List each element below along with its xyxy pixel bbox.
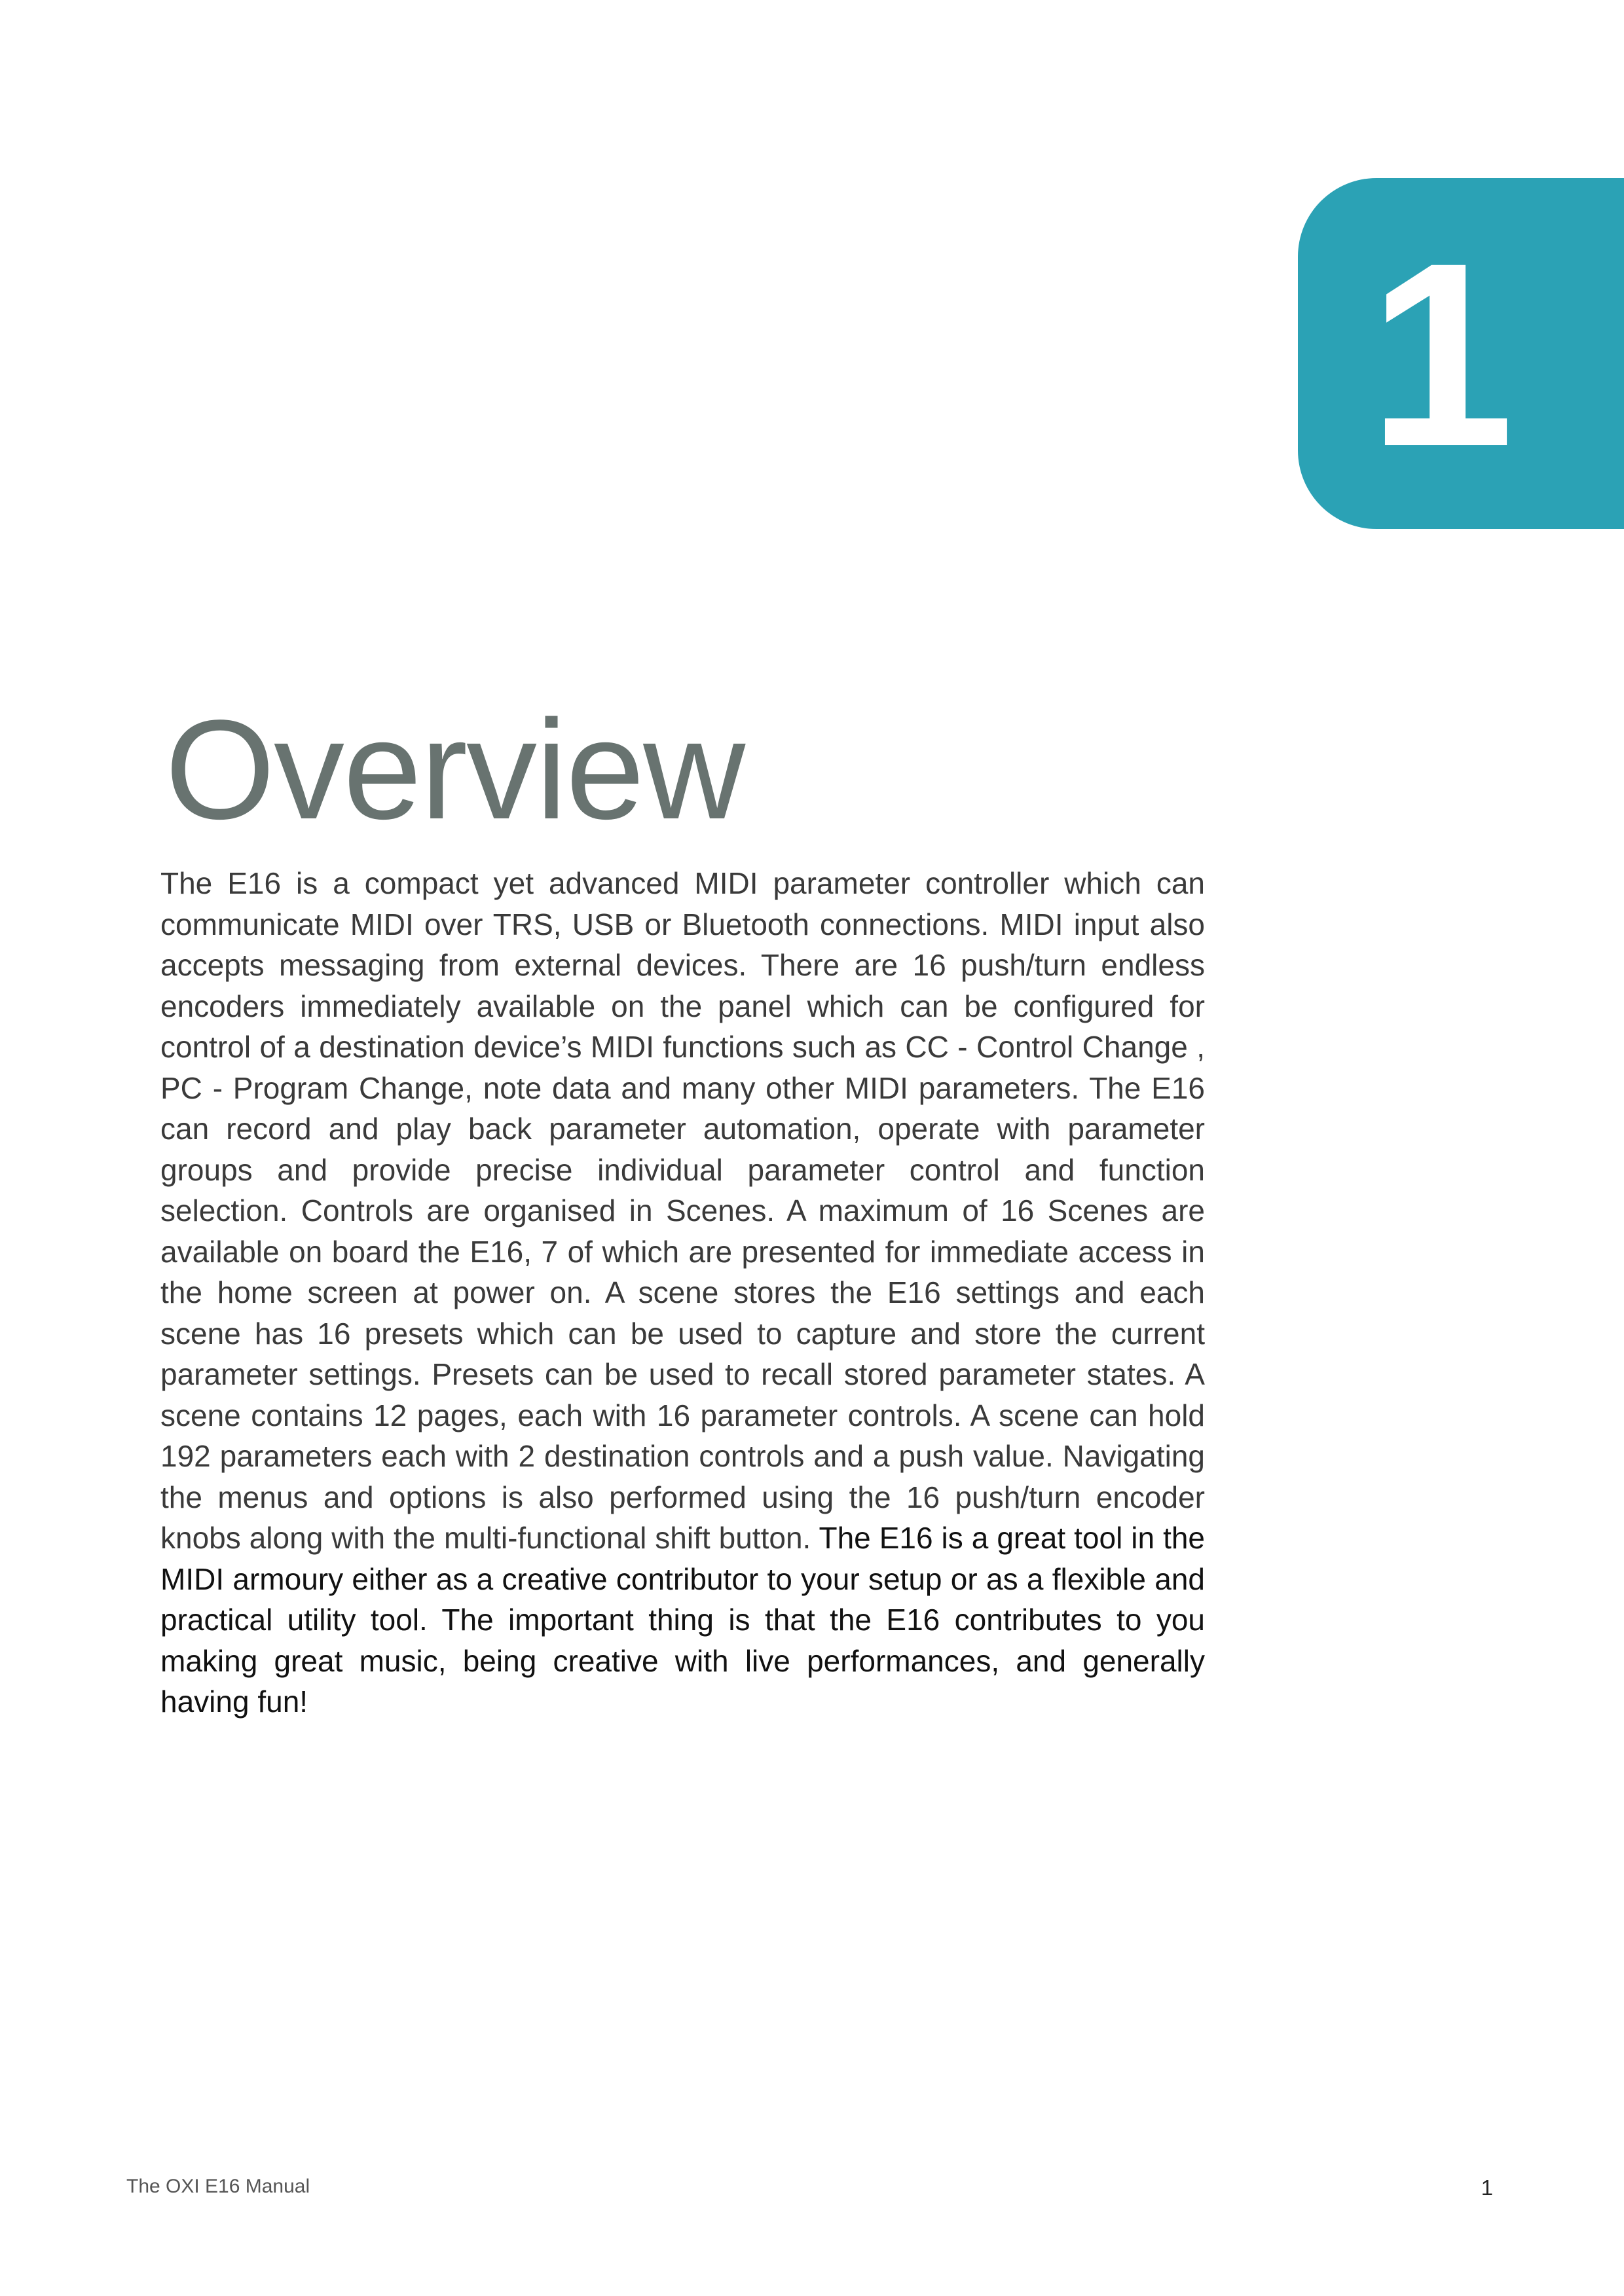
overview-text-part2: The E16 is a great tool in the MIDI armoury either as a creative contributor to your setup or as a flexible and practical utility tool. The important thing is that the E16 contributes to you making great music, being creative with live performances, and generally having fun! — [160, 1521, 1206, 1719]
chapter-number: 1 — [1368, 208, 1515, 501]
page-title: Overview — [165, 690, 745, 848]
footer-manual-title: The OXI E16 Manual — [126, 2176, 310, 2197]
footer-page-number: 1 — [1481, 2176, 1493, 2200]
overview-text-part1: The E16 is a compact yet advanced MIDI parameter controller which can communicate MIDI over TRS, USB or Bluetooth connections. MIDI input also accepts messaging from external devices. There are 16 push/turn endless encoders immediately available on the panel which can be configured for control of a destination device’s MIDI functions such as CC - Control Change , PC - Program Change, note data and many other MIDI parameters. The E16 can record and play back parameter automation, operate with parameter groups and provide precise individual parameter control and function selection. Controls are organised in Scenes. A maximum of 16 Scenes are available on board the E16, 7 of which are presented for immediate access in the home screen at power on. A scene stores the E16 settings and each scene has 16 presets which can be used to capture and store the current parameter settings. Presets can be used to recall stored parameter states. A scene contains 12 pages, each with 16 parameter controls. A scene can hold 192 parameters each with 2 destination controls and a push value. Navigating the menus and options is also performed using the 16 push/turn encoder knobs along with the multi-functional shift button. — [160, 866, 1205, 1555]
chapter-tab — [1298, 178, 1624, 529]
overview-paragraph — [160, 863, 1205, 1722]
